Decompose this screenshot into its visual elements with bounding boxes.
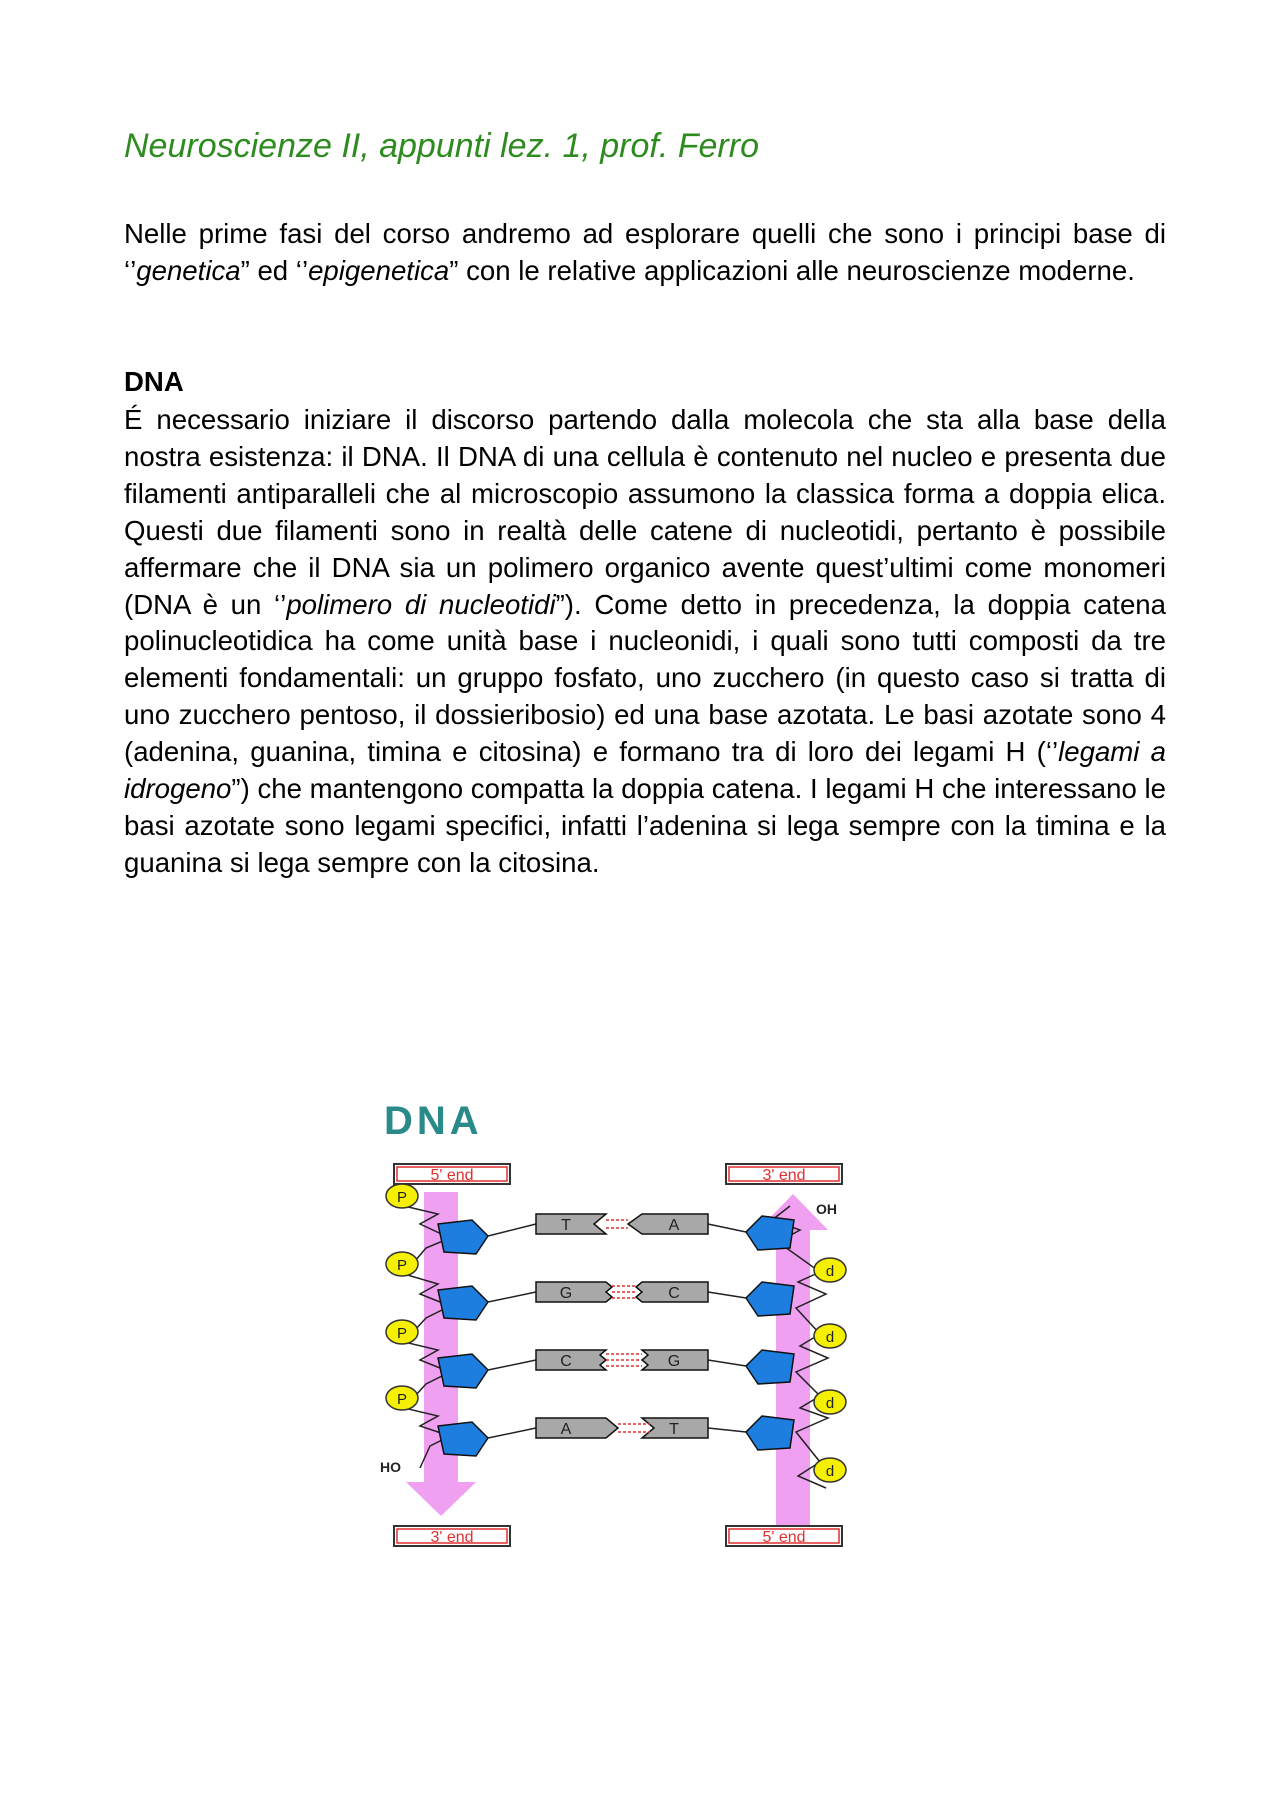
sugar-label-4 <box>814 1458 846 1482</box>
dna-text-3: ”). Come detto in precedenza, la doppia catena polinucleotidica ha come unità base i nucleonidi, i quali sono tutti composti da tre elementi fondamentali: un gruppo fosfato, uno zucchero (in questo caso si tratta di uno zucchero pentoso, il dossieribosio) ed una base azotata. Le basi azotate sono 4 (adenina, guanina, timina e citosina) e formano tra di loro dei legami H (‘’ <box>124 588 1167 768</box>
page-title: Neuroscienze II, appunti lez. 1, prof. Ferro <box>124 127 759 165</box>
dna-paragraph <box>124 402 1166 882</box>
base-pair-1 <box>536 1214 708 1234</box>
label-right-bottom <box>726 1526 842 1546</box>
left-sugar-3 <box>438 1354 488 1388</box>
figure-heading: DNA <box>384 1099 483 1143</box>
intro-term-genetica: genetica <box>136 254 241 286</box>
label-left-bottom-text: 3' end <box>430 1529 474 1546</box>
svg-text:P: P <box>396 1391 408 1408</box>
label-left-top <box>394 1164 510 1184</box>
intro-term-epigenetica: epigenetica <box>308 254 450 286</box>
oh-label: OH <box>816 1201 837 1217</box>
base-pair-3-right: G <box>667 1353 681 1370</box>
svg-text:P: P <box>396 1325 408 1342</box>
base-pair-1-right: A <box>668 1217 680 1234</box>
base-pair-3-left: C <box>560 1353 572 1370</box>
svg-text:d: d <box>825 1463 835 1480</box>
dna-text-1: É necessario iniziare il discorso partendo dalla molecola che sta alla base della nostra esistenza: il DNA. Il DNA di una cellula è contenuto nel nucleo e presenta due filamenti antiparalleli che al microscopio assumono la classica forma a doppia elica. Questi due filamenti sono in realtà delle catene di nucleotidi, pertanto è possibile affermare che il DNA sia un polimero organico avente quest’ultimi come monomeri (DNA è un ‘’ <box>124 404 1166 620</box>
svg-text:d: d <box>825 1395 835 1412</box>
intro-text-3: ” ed ‘’ <box>240 254 309 286</box>
phosphate-4 <box>386 1386 418 1410</box>
base-pair-2-left: G <box>559 1285 573 1302</box>
phosphate-3 <box>386 1320 418 1344</box>
right-sugar-2 <box>746 1282 794 1316</box>
base-pair-1-left: T <box>561 1217 571 1234</box>
right-sugar-1 <box>746 1216 794 1250</box>
label-left-top-text: 5' end <box>430 1167 474 1184</box>
intro-text-5: ” con le relative applicazioni alle neuroscienze moderne. <box>449 254 1135 286</box>
dna-diagram <box>380 1096 880 1556</box>
ho-label: HO <box>380 1459 401 1475</box>
base-pair-4-left: A <box>560 1421 572 1438</box>
dna-text-5: ”) che mantengono compatta la doppia catena. I legami H che interessano le basi azotate sono legami specifici, infatti l’adenina si lega sempre con la timina e la guanina si lega sempre con la citosina. <box>124 773 1166 878</box>
dna-term-polimero: polimero di nucleotidi <box>286 588 556 620</box>
svg-text:d: d <box>825 1263 835 1280</box>
left-sugar-2 <box>438 1286 488 1320</box>
label-right-top <box>726 1164 842 1184</box>
intro-paragraph <box>124 216 1166 290</box>
svg-text:P: P <box>396 1257 408 1274</box>
sugar-base-connectors <box>488 1224 746 1438</box>
svg-text:P: P <box>396 1189 408 1206</box>
label-right-top-text: 3' end <box>762 1167 806 1184</box>
dna-term-legami: legami a idrogeno <box>124 736 1166 805</box>
sugar-label-2 <box>814 1324 846 1348</box>
sugar-label-3 <box>814 1390 846 1414</box>
left-sugar-1 <box>438 1220 488 1254</box>
right-sugar-3 <box>746 1350 794 1384</box>
left-sugar-4 <box>438 1422 488 1456</box>
label-right-bottom-text: 5' end <box>762 1529 806 1546</box>
base-pair-3 <box>536 1350 708 1370</box>
base-pair-2-right: C <box>668 1285 680 1302</box>
phosphate-1 <box>386 1184 418 1208</box>
intro-text-1: Nelle prime fasi del corso andremo ad esplorare quelli che sono i principi base di ‘’ <box>124 218 1166 286</box>
svg-text:d: d <box>825 1329 835 1346</box>
base-pair-4-right: T <box>669 1421 679 1438</box>
label-left-bottom <box>394 1526 510 1546</box>
phosphate-2 <box>386 1252 418 1276</box>
right-sugar-4 <box>746 1416 794 1450</box>
base-pair-2 <box>536 1282 708 1302</box>
sugar-label-1 <box>814 1258 846 1282</box>
section-heading-dna: DNA <box>124 366 184 397</box>
base-pair-4 <box>536 1418 708 1438</box>
